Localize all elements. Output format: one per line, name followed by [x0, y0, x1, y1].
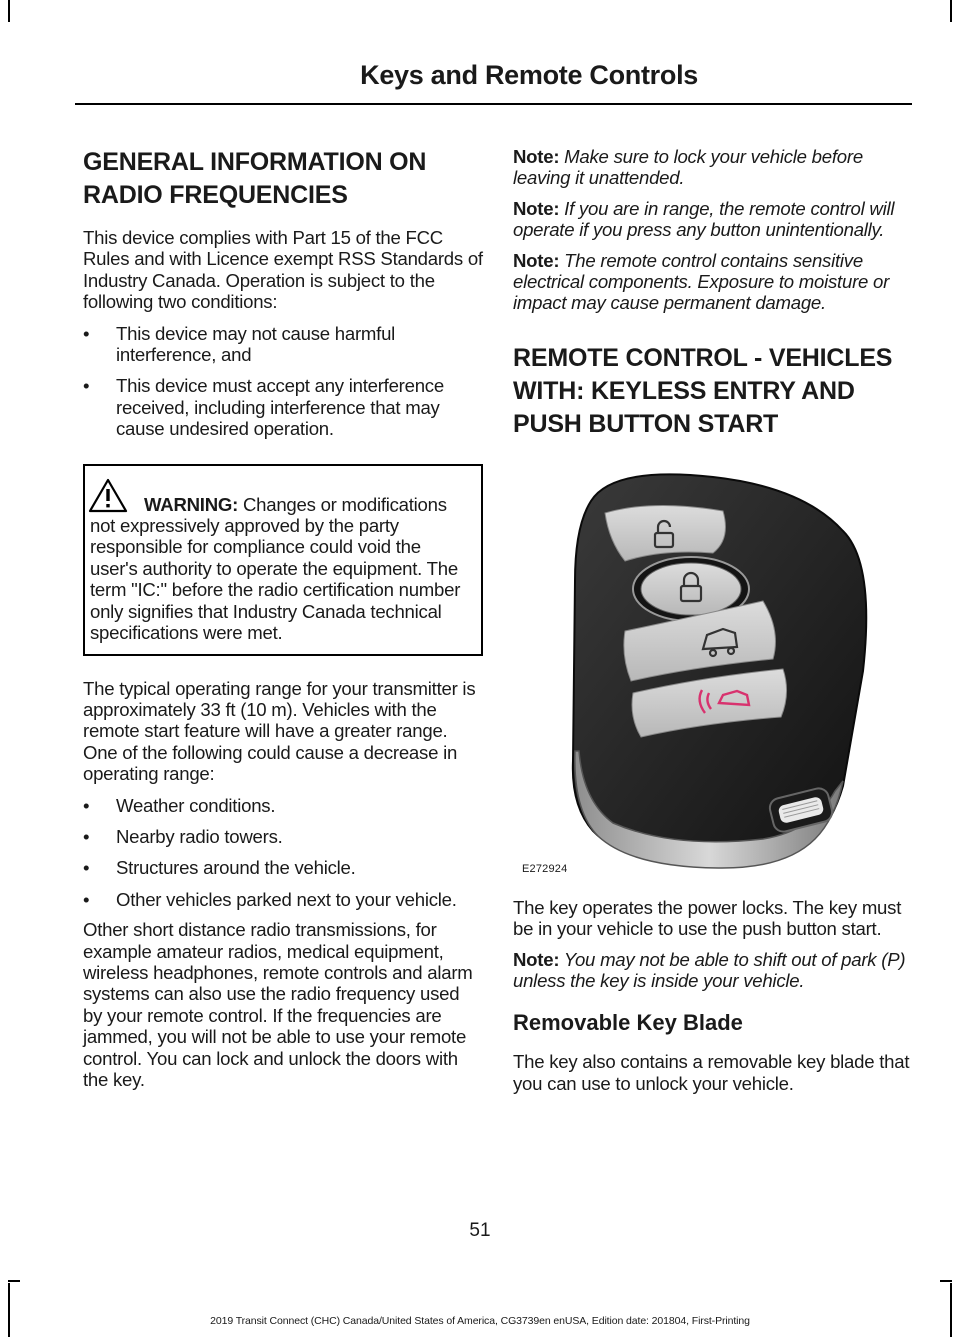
- interference-paragraph: Other short distance radio transmissions, for example amateur radios, medical equipment, wireless headphones, remote controls and alarm systems can also use the radio frequency used by your remote control. If the frequencies are jammed, you will not be able to use your remote control. You can lock and unlock the doors with the key.: [83, 919, 473, 1090]
- list-item: • Structures around the vehicle.: [83, 857, 483, 878]
- range-paragraph: The typical operating range for your transmitter is approximately 33 ft (10 m). Vehicles with the remote start feature will have a greater range. One of the following could cause a decrease in operating range:: [83, 677, 476, 785]
- key-fob-figure: [513, 471, 913, 881]
- heading-line: RADIO FREQUENCIES: [83, 181, 348, 209]
- right-column: [513, 146, 913, 1094]
- note-label: Note:: [513, 249, 560, 271]
- warning-label: WARNING:: [144, 493, 239, 515]
- compliance-paragraph: This device complies with Part 15 of the FCC Rules and with Licence exempt RSS Standards of Industry Canada. Operation is subject to the following two conditions:: [83, 227, 483, 313]
- crop-mark-bottom-right-h: [940, 1280, 952, 1282]
- footer-edition-info: 2019 Transit Connect (CHC) Canada/United States of America, CG3739en enUSA, Edition date: 201804, First-Printing: [210, 1315, 750, 1327]
- section-heading-radio: [83, 146, 483, 212]
- warning-box: [83, 464, 483, 656]
- list-item: • This device must accept any interference received, including interference that may cause undesired operation.: [83, 375, 483, 439]
- note: [513, 949, 913, 992]
- crop-mark-bottom-right: [950, 1283, 952, 1337]
- heading-line: REMOTE CONTROL - VEHICLES: [513, 343, 893, 372]
- list-item: • Other vehicles parked next to your vehicle.: [83, 889, 483, 910]
- key-blade-paragraph: The key also contains a removable key blade that you can use to unlock your vehicle.: [513, 1051, 910, 1094]
- crop-mark-bottom-left-h: [8, 1280, 20, 1282]
- note: [513, 250, 913, 314]
- note: [513, 146, 913, 189]
- key-operation-paragraph: The key operates the power locks. The key must be in your vehicle to use the push button start.: [513, 896, 902, 940]
- list-item: • This device may not cause harmful interference, and: [83, 323, 483, 366]
- note-text: Make sure to lock your vehicle before leaving it unattended.: [513, 146, 863, 189]
- key-fob-image: [513, 471, 913, 881]
- unlock-button: [605, 505, 725, 561]
- heading-line: PUSH BUTTON START: [513, 409, 779, 438]
- range-causes-list: [83, 795, 483, 911]
- list-item: • Weather conditions.: [83, 795, 483, 816]
- note-text: The remote control contains sensitive electrical components. Exposure to moisture or impact may cause permanent damage.: [513, 249, 890, 314]
- page-header-title: Keys and Remote Controls: [360, 60, 698, 90]
- note: [513, 198, 913, 241]
- note-text: You may not be able to shift out of park (P) unless the key is inside your vehicle.: [513, 948, 906, 992]
- note-label: Note:: [513, 197, 560, 219]
- list-item: • Nearby radio towers.: [83, 826, 483, 847]
- crop-mark-top-right: [950, 0, 952, 22]
- subheading-key-blade: Removable Key Blade: [513, 1010, 743, 1036]
- crop-mark-top-left: [8, 0, 10, 22]
- section-heading-remote: [513, 342, 913, 441]
- heading-line: WITH: KEYLESS ENTRY AND: [513, 376, 855, 405]
- note-label: Note:: [513, 146, 560, 167]
- warning-text: [90, 494, 469, 644]
- note-label: Note:: [513, 948, 560, 970]
- warning-body: Changes or modifications not expressively approved by the party responsible for compliance could void the user's authority to operate the equipment. The term "IC:" before the radio certification number only signifies that Industry Canada technical specifications were met.: [90, 493, 461, 644]
- page-number: 51: [469, 1220, 491, 1241]
- heading-line: GENERAL INFORMATION ON: [83, 148, 427, 176]
- note-text: If you are in range, the remote control will operate if you press any button unintentionally.: [513, 197, 895, 241]
- warning-triangle-icon: [88, 478, 128, 514]
- crop-mark-bottom-left: [8, 1283, 10, 1337]
- left-column: [83, 146, 483, 1090]
- header-divider: [75, 103, 912, 105]
- figure-id: E272924: [522, 862, 568, 875]
- conditions-list: [83, 323, 483, 440]
